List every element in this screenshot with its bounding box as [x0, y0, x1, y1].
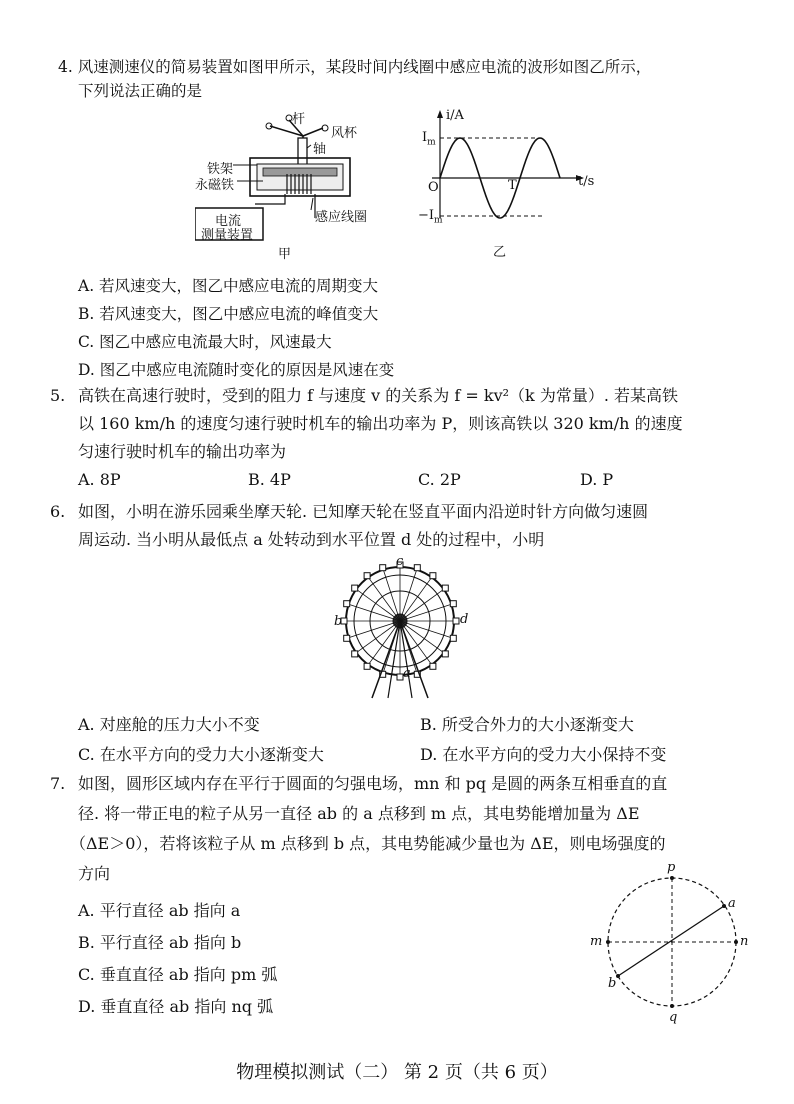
- label-device-line2: 测量装置: [201, 228, 254, 243]
- ferris-cabin: [442, 585, 448, 591]
- q5-option-d: D. P: [580, 470, 614, 489]
- figure-yi: [418, 108, 598, 228]
- q6-number: 6.: [50, 502, 66, 521]
- label-fengbei: 风杯: [331, 126, 358, 141]
- yi-im: $I_m$: [422, 130, 436, 148]
- ferris-spoke: [400, 570, 417, 621]
- q6-option-d: D. 在水平方向的受力大小保持不变: [420, 745, 667, 764]
- ferris-spoke: [368, 577, 400, 621]
- q6-option-b: B. 所受合外力的大小逐渐变大: [420, 715, 634, 734]
- q7-line1: 如图，圆形区域内存在平行于圆面的匀强电场，mn 和 pq 是圆的两条互相垂直的直: [78, 774, 668, 793]
- q5-line1: 高铁在高速行驶时，受到的阻力 f 与速度 v 的关系为 f = kv²（k 为常量）. 若某高铁: [78, 386, 678, 405]
- label-zhou: 轴: [313, 142, 327, 157]
- ferris-cabin: [364, 663, 370, 669]
- q5-option-c: C. 2P: [418, 470, 461, 489]
- yi-origin: O: [428, 180, 439, 195]
- ferris-label-a: a: [403, 666, 411, 681]
- field-label-n: n: [740, 934, 749, 949]
- q5-line2: 以 160 km/h 的速度匀速行驶时机车的输出功率为 P，则该高铁以 320 km/h 的速度: [78, 414, 683, 433]
- ferris-cabin: [442, 651, 448, 657]
- ferris-spoke: [356, 589, 400, 621]
- q5-option-b: B. 4P: [248, 470, 291, 489]
- ferris-spoke: [349, 604, 400, 621]
- q6-option-c: C. 在水平方向的受力大小逐渐变大: [78, 745, 324, 764]
- ferris-label-d: d: [460, 612, 469, 627]
- ferris-cabin: [414, 565, 420, 571]
- ferris-spoke: [368, 621, 400, 665]
- ferris-cabin: [380, 565, 386, 571]
- q5-line3: 匀速行驶时机车的输出功率为: [78, 442, 287, 461]
- figure-yi-caption: 乙: [493, 245, 507, 260]
- label-coil: 感应线圈: [315, 210, 368, 225]
- field-label-p: p: [667, 860, 676, 875]
- q7-option-c: C. 垂直直径 ab 指向 pm 弧: [78, 965, 278, 984]
- ferris-spoke: [400, 589, 444, 621]
- yi-xlabel: t/s: [578, 174, 595, 189]
- figure-jia-caption: 甲: [278, 247, 292, 262]
- q5-number: 5.: [50, 386, 66, 405]
- ferris-spoke: [400, 621, 432, 665]
- label-yongcitie: 永磁铁: [195, 178, 235, 193]
- ferris-label-c: c: [396, 554, 404, 569]
- page-footer: 物理模拟测试（二） 第 2 页（共 6 页）: [236, 1062, 558, 1083]
- ferris-cabin: [430, 663, 436, 669]
- q7-line2: 径. 将一带正电的粒子从另一直径 ab 的 a 点移到 m 点，其电势能增加量为 ΔE: [78, 804, 640, 823]
- q7-line3: （ΔE＞0），若将该粒子从 m 点移到 b 点，其电势能减少量也为 ΔE，则电场强度的: [70, 834, 666, 853]
- figure-circle-field: [588, 862, 758, 1026]
- q4-option-c: C. 图乙中感应电流最大时，风速最大: [78, 333, 332, 351]
- label-gan: 杆: [292, 112, 306, 127]
- ferris-spoke: [349, 621, 400, 638]
- field-label-b: b: [608, 976, 617, 991]
- q6-line1: 如图，小明在游乐园乘坐摩天轮. 已知摩天轮在竖直平面内沿逆时针方向做匀速圆: [78, 502, 649, 521]
- figure-ferris-wheel: [330, 556, 470, 704]
- ferris-cabin: [450, 635, 456, 641]
- ferris-cabin: [352, 651, 358, 657]
- ferris-spoke: [400, 577, 432, 621]
- label-tiejia: 铁架: [207, 162, 234, 177]
- q7-option-a: A. 平行直径 ab 指向 a: [78, 901, 241, 920]
- yi-ylabel: i/A: [446, 108, 464, 123]
- ferris-cabin: [450, 601, 456, 607]
- q4-option-b: B. 若风速变大，图乙中感应电流的峰值变大: [78, 305, 379, 323]
- figure-jia: [195, 108, 405, 263]
- ferris-cabin: [344, 601, 350, 607]
- q4-option-d: D. 图乙中感应电流随时变化的原因是风速在变: [78, 361, 395, 379]
- q7-option-b: B. 平行直径 ab 指向 b: [78, 933, 242, 952]
- ferris-spoke: [383, 570, 400, 621]
- yi-T: T: [508, 178, 517, 193]
- q4-stem-line1: 4. 风速测速仪的简易装置如图甲所示，某段时间内线圈中感应电流的波形如图乙所示，: [58, 58, 652, 76]
- field-label-a: a: [728, 896, 736, 911]
- field-label-m: m: [590, 934, 603, 949]
- ferris-cabin: [453, 618, 459, 624]
- label-device-line1: 电流: [215, 214, 242, 229]
- ferris-spoke: [400, 604, 451, 621]
- q4-stem-line2: 下列说法正确的是: [78, 82, 203, 100]
- q7-number: 7.: [50, 774, 66, 793]
- q6-line2: 周运动. 当小明从最低点 a 处转动到水平位置 d 处的过程中，小明: [78, 530, 545, 549]
- yi-neg-im: $-I_m$: [418, 208, 443, 226]
- ferris-cabin: [430, 573, 436, 579]
- ferris-cabin: [352, 585, 358, 591]
- ferris-cabin: [364, 573, 370, 579]
- q5-option-a: A. 8P: [78, 470, 121, 489]
- q6-option-a: A. 对座舱的压力大小不变: [78, 715, 260, 734]
- ferris-cabin: [344, 635, 350, 641]
- ferris-label-b: b: [334, 614, 343, 629]
- q4-option-a: A. 若风速变大，图乙中感应电流的周期变大: [78, 277, 379, 295]
- q7-option-d: D. 垂直直径 ab 指向 nq 弧: [78, 997, 274, 1016]
- ferris-spoke: [400, 621, 451, 638]
- field-label-q: q: [669, 1010, 678, 1025]
- q7-line4: 方向: [78, 864, 111, 883]
